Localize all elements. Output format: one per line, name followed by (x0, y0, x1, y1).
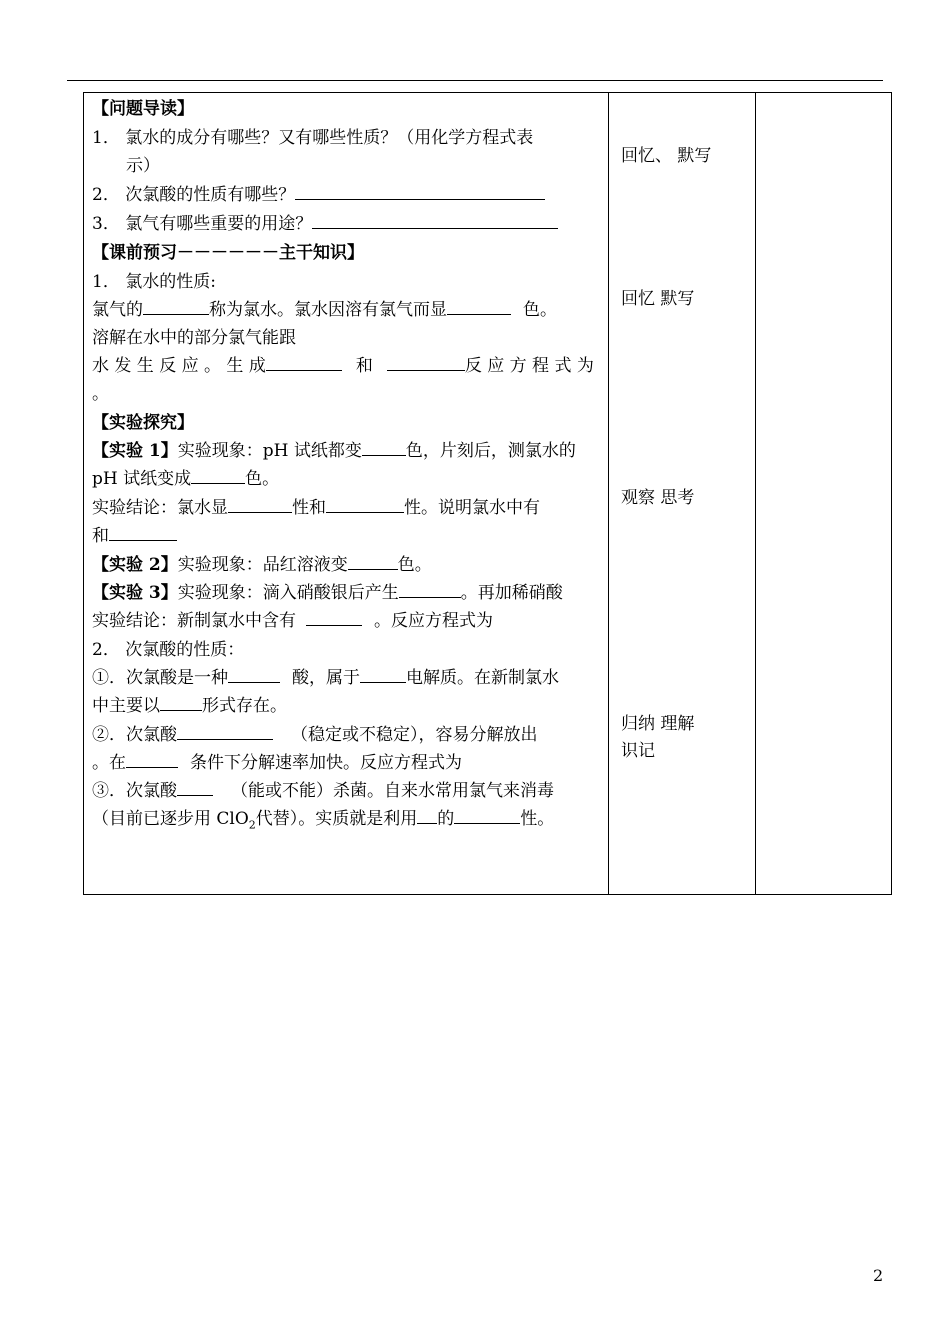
text: 和 (355, 356, 373, 376)
experiment-1-line-2 (92, 465, 279, 493)
text: 形式存在。 (202, 696, 287, 716)
text: 的 (437, 809, 455, 829)
blank (399, 580, 461, 598)
text: 反 应 方 程 式 为 (464, 356, 594, 376)
text: 称为氯水。氯水因溶有氯气而显 (209, 300, 447, 320)
guide-heading: 【问题导读】 (92, 99, 194, 119)
text: （能或不能）杀菌。自来水常用氯气来消毒 (231, 781, 554, 801)
text: 。在 (92, 753, 126, 773)
side-note-2: 回忆 默写 (621, 289, 695, 309)
experiment-3-conclusion (92, 607, 493, 635)
text: 。再加稀硝酸 (460, 583, 563, 603)
experiment-1-conclusion (92, 494, 540, 522)
subscript: 2 (248, 818, 256, 832)
preview-line-2: 溶解在水中的部分氯气能跟 (92, 328, 296, 348)
text: 性和 (292, 498, 326, 518)
text: 条件下分解速率加快。反应方程式为 (190, 753, 462, 773)
blank (126, 750, 178, 768)
hclo-point-3-cont (92, 805, 554, 833)
text: 氯气的 (92, 300, 143, 320)
experiment-label: 【实验 2】 (92, 555, 178, 575)
text: 。反应方程式为 (374, 611, 493, 631)
column-divider-1 (608, 93, 609, 894)
text: 性。说明氯水中有 (404, 498, 540, 518)
text: 酸，属于 (292, 668, 360, 688)
text: 实验现象：滴入硝酸银后产生 (177, 583, 399, 603)
hclo-point-1 (92, 664, 559, 692)
page-number: 2 (873, 1266, 884, 1285)
text: 水 发 生 反 应 。 生 成 (92, 356, 266, 376)
question-text: 3． 氯气有哪些重要的用途？ (92, 214, 313, 234)
column-divider-2 (755, 93, 756, 894)
hclo-point-1-cont (92, 692, 287, 720)
text: 实验现象：pH 试纸都变 (177, 441, 362, 461)
experiment-heading: 【实验探究】 (92, 413, 194, 433)
text: 电解质。在新制氯水 (406, 668, 559, 688)
guide-question-2 (92, 181, 545, 209)
blank (109, 523, 177, 541)
text: 色。 (397, 555, 432, 575)
text: 和 (92, 526, 109, 546)
blank (360, 665, 406, 683)
blank (454, 806, 520, 824)
side-note-3: 观察 思考 (621, 488, 695, 508)
blank (177, 722, 273, 740)
blank (387, 353, 465, 371)
text: 实验现象：品红溶液变 (177, 555, 348, 575)
blank (447, 297, 511, 315)
text: （稳定或不稳定），容易分解放出 (291, 725, 538, 745)
text: 中主要以 (92, 696, 160, 716)
text: 性。 (520, 809, 555, 829)
experiment-3 (92, 579, 563, 607)
blank (266, 353, 342, 371)
hclo-point-3 (92, 777, 554, 805)
blank (348, 552, 398, 570)
preview-line-3 (92, 352, 594, 380)
text: 色。 (523, 300, 557, 320)
guide-question-1-cont: 示） (126, 156, 160, 176)
hclo-point-2 (92, 721, 538, 749)
side-note-4-cont: 识记 (621, 741, 655, 761)
blank (191, 466, 245, 484)
experiment-2 (92, 551, 432, 579)
blank (417, 806, 437, 824)
text: 色，片刻后，测氯水的 (405, 441, 576, 461)
side-note-1: 回忆、 默写 (621, 146, 712, 166)
blank (177, 778, 213, 796)
preview-line-4: 。 (92, 384, 109, 404)
header-rule (67, 80, 883, 81)
preview-heading: 【课前预习－－－－－－主干知识】 (92, 243, 364, 263)
text: 实验结论：新制氯水中含有 (92, 611, 296, 631)
side-note-4: 归纳 理解 (621, 714, 695, 734)
blank (228, 665, 280, 683)
text: ②．次氯酸 (92, 725, 177, 745)
experiment-label: 【实验 1】 (92, 441, 178, 461)
experiment-1-line-1 (92, 437, 576, 465)
text: ③．次氯酸 (92, 781, 177, 801)
blank (228, 495, 292, 513)
question-text: 2． 次氯酸的性质有哪些？ (92, 185, 296, 205)
experiment-label: 【实验 3】 (92, 583, 178, 603)
blank (143, 297, 209, 315)
hclo-point-2-cont (92, 749, 462, 777)
blank (306, 608, 362, 626)
text: pH 试纸变成 (92, 469, 192, 489)
answer-blank (312, 211, 558, 229)
blank (160, 693, 202, 711)
text: 代替）。实质就是利用 (255, 809, 418, 829)
blank (326, 495, 404, 513)
study-table (83, 92, 892, 895)
preview-line-1 (92, 296, 557, 324)
text: 实验结论：氯水显 (92, 498, 228, 518)
blank (362, 438, 406, 456)
text: （目前已逐步用 ClO (92, 809, 249, 829)
answer-blank (295, 182, 545, 200)
guide-question-1: 1． 氯水的成分有哪些？又有哪些性质？（用化学方程式表 (92, 128, 534, 148)
hclo-heading: 2． 次氯酸的性质： (92, 640, 245, 660)
text: ①．次氯酸是一种 (92, 668, 228, 688)
text: 色。 (245, 469, 280, 489)
preview-point-1: 1． 氯水的性质: (92, 272, 216, 292)
experiment-1-conclusion-cont (92, 522, 177, 550)
guide-question-3 (92, 210, 558, 238)
